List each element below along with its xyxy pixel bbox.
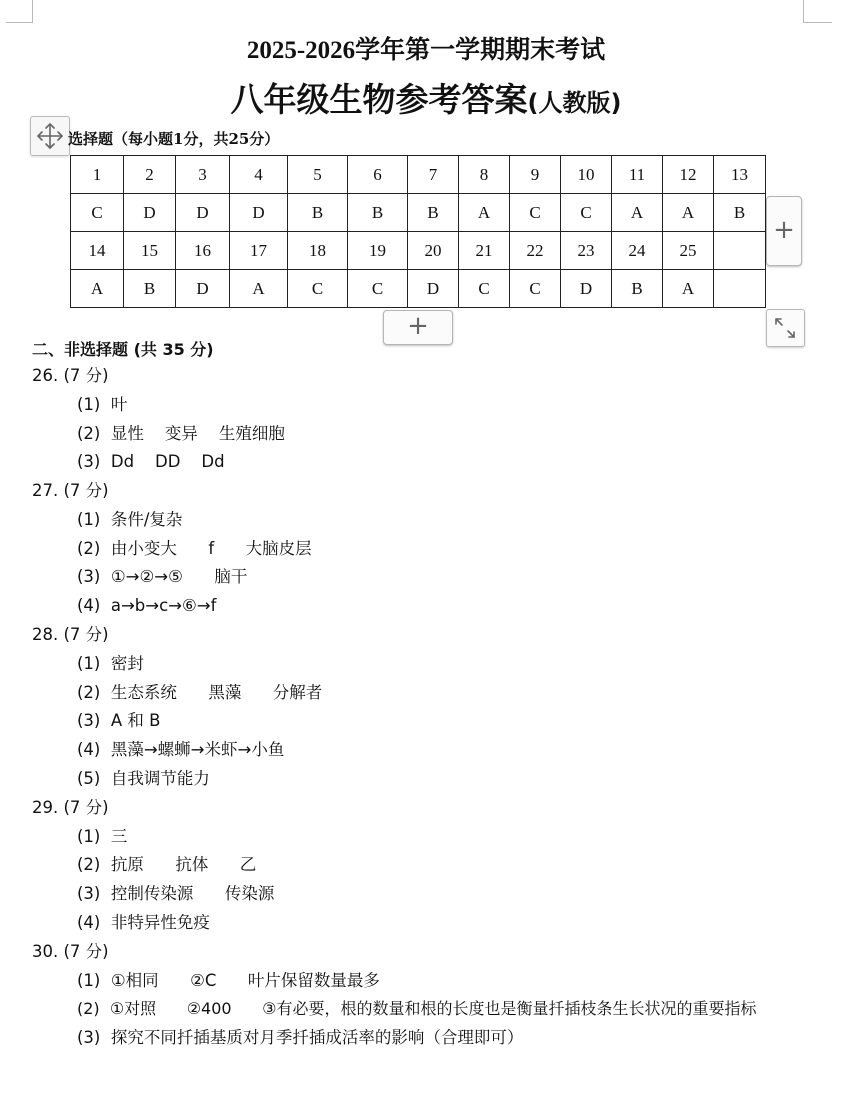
table-cell[interactable]: B (408, 194, 459, 232)
table-row-answers-1 (71, 194, 766, 232)
answer-key-title-main: 八年级生物参考答案 (230, 80, 528, 119)
table-cell[interactable]: 20 (408, 232, 459, 270)
table-cell[interactable]: C (288, 270, 348, 308)
add-column-button[interactable]: + (766, 196, 802, 266)
table-cell[interactable]: 25 (663, 232, 714, 270)
answer-27-4: (4) a→b→c→⑥→f (77, 596, 217, 615)
table-cell[interactable]: 24 (612, 232, 663, 270)
table-cell[interactable]: A (459, 194, 510, 232)
table-cell[interactable]: D (176, 194, 230, 232)
table-cell[interactable]: A (663, 270, 714, 308)
table-cell[interactable]: D (230, 194, 288, 232)
table-cell[interactable]: 1 (71, 156, 124, 194)
question-30-heading: 30. (7 分) (32, 942, 109, 961)
question-29-heading: 29. (7 分) (32, 798, 109, 817)
answer-27-3: (3) ①→②→⑤ 脑干 (77, 567, 248, 586)
answer-29-3: (3) 控制传染源 传染源 (77, 884, 275, 903)
table-cell[interactable]: 7 (408, 156, 459, 194)
table-cell[interactable]: C (510, 270, 561, 308)
table-cell[interactable]: 5 (288, 156, 348, 194)
table-row-answers-2 (71, 270, 766, 308)
move-icon (35, 121, 65, 151)
answer-28-5: (5) 自我调节能力 (77, 769, 210, 788)
table-cell[interactable]: D (561, 270, 612, 308)
table-cell[interactable]: A (663, 194, 714, 232)
page-corner-mark-right (803, 0, 832, 23)
table-cell[interactable]: 23 (561, 232, 612, 270)
answer-26-3: (3) Dd DD Dd (77, 452, 225, 471)
table-cell[interactable]: 19 (348, 232, 408, 270)
section-2-title: 二、非选择题 (共 35 分) (32, 340, 214, 359)
answer-29-4: (4) 非特异性免疫 (77, 913, 210, 932)
table-resize-handle[interactable] (766, 309, 805, 347)
table-cell[interactable]: B (288, 194, 348, 232)
table-cell[interactable]: 16 (176, 232, 230, 270)
table-cell[interactable]: 10 (561, 156, 612, 194)
page-corner-mark-left (6, 0, 33, 23)
choice-answer-table (70, 155, 766, 308)
resize-icon (772, 315, 798, 341)
question-28-heading: 28. (7 分) (32, 625, 109, 644)
table-cell[interactable]: 17 (230, 232, 288, 270)
answer-key-title-edition: (人教版) (527, 89, 622, 117)
answer-29-2: (2) 抗原 抗体 乙 (77, 855, 257, 874)
table-cell[interactable]: B (124, 270, 176, 308)
answer-28-2: (2) 生态系统 黑藻 分解者 (77, 683, 323, 702)
answer-28-1: (1) 密封 (77, 654, 144, 673)
table-cell[interactable]: D (176, 270, 230, 308)
answer-27-1: (1) 条件/复杂 (77, 510, 183, 529)
answer-26-2: (2) 显性 变异 生殖细胞 (77, 424, 285, 443)
table-cell[interactable]: 3 (176, 156, 230, 194)
answer-key-title (0, 74, 852, 121)
table-cell[interactable]: B (348, 194, 408, 232)
table-cell[interactable]: 6 (348, 156, 408, 194)
table-cell[interactable]: C (71, 194, 124, 232)
answer-28-4: (4) 黑藻→螺蛳→米虾→小鱼 (77, 740, 285, 759)
table-cell[interactable]: D (408, 270, 459, 308)
question-27-heading: 27. (7 分) (32, 481, 109, 500)
table-cell[interactable] (714, 270, 766, 308)
table-cell[interactable]: 22 (510, 232, 561, 270)
table-cell[interactable]: C (348, 270, 408, 308)
table-move-handle[interactable] (30, 116, 70, 156)
answer-26-1: (1) 叶 (77, 395, 128, 414)
table-cell[interactable] (714, 232, 766, 270)
table-cell[interactable]: 12 (663, 156, 714, 194)
table-cell[interactable]: 11 (612, 156, 663, 194)
table-cell[interactable]: 18 (288, 232, 348, 270)
answer-30-2: (2) ①对照 ②400 ③有必要，根的数量和根的长度也是衡量扦插枝条生长状况的重要指标 (77, 999, 757, 1018)
table-row-numbers-2 (71, 232, 766, 270)
table-cell[interactable]: C (561, 194, 612, 232)
table-cell[interactable]: C (510, 194, 561, 232)
answer-30-1: (1) ①相同 ②C 叶片保留数量最多 (77, 971, 380, 990)
question-26-heading: 26. (7 分) (32, 366, 109, 385)
section-1-title: 选择题（每小题1分，共25分） (68, 130, 280, 148)
table-row-numbers-1 (71, 156, 766, 194)
exam-title: 2025-2026学年第一学期期末考试 (246, 37, 606, 64)
table-cell[interactable]: 13 (714, 156, 766, 194)
answer-30-3: (3) 探究不同扦插基质对月季扦插成活率的影响（合理即可） (77, 1028, 524, 1047)
table-cell[interactable]: 4 (230, 156, 288, 194)
answer-29-1: (1) 三 (77, 827, 128, 846)
table-cell[interactable]: 21 (459, 232, 510, 270)
table-cell[interactable]: C (459, 270, 510, 308)
table-cell[interactable]: A (71, 270, 124, 308)
answer-27-2: (2) 由小变大 f 大脑皮层 (77, 539, 312, 558)
table-cell[interactable]: 9 (510, 156, 561, 194)
table-cell[interactable]: A (230, 270, 288, 308)
table-cell[interactable]: A (612, 194, 663, 232)
table-cell[interactable]: 2 (124, 156, 176, 194)
table-cell[interactable]: 15 (124, 232, 176, 270)
answer-28-3: (3) A 和 B (77, 711, 161, 730)
table-cell[interactable]: B (612, 270, 663, 308)
table-cell[interactable]: B (714, 194, 766, 232)
add-row-button[interactable]: + (383, 310, 453, 345)
table-cell[interactable]: 8 (459, 156, 510, 194)
table-cell[interactable]: 14 (71, 232, 124, 270)
table-cell[interactable]: D (124, 194, 176, 232)
